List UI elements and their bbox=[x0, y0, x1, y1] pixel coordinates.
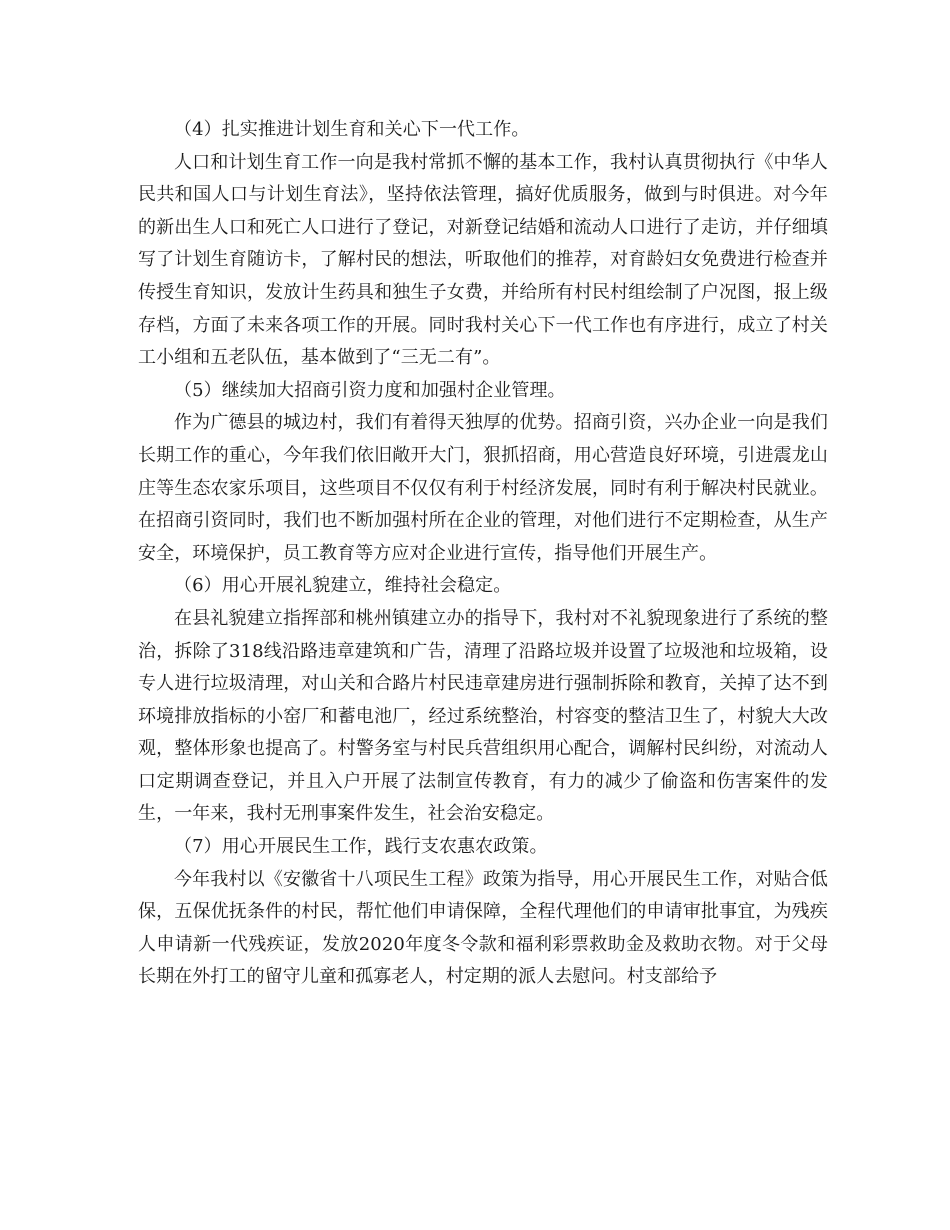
section-6-paragraph: 在县礼貌建立指挥部和桃州镇建立办的指导下，我村对不礼貌现象进行了系统的整治，拆除了318线沿路违章建筑和广告，清理了沿路垃圾并设置了垃圾池和垃圾箱，设专人进行垃圾清理，对山关和合路片村民违章建房进行强制拆除和教育，关掉了达不到环境排放指标的小窑厂和蓄电池厂，经过系统整治，村容变的整洁卫生了，村貌大大改观，整体形象也提高了。村警务室与村民兵营组织用心配合，调解村民纠纷，对流动人口定期调查登记，并且入户开展了法制宣传教育，有力的减少了偷盗和伤害案件的发生，一年来，我村无刑事案件发生，社会治安稳定。 bbox=[138, 607, 828, 825]
section-6-heading: （6）用心开展礼貌建立，维持社会稳定。 bbox=[174, 575, 512, 597]
section-5-heading: （5）继续加大招商引资力度和加强村企业管理。 bbox=[174, 379, 566, 401]
section-4-paragraph: 人口和计划生育工作一向是我村常抓不懈的基本工作，我村认真贯彻执行《中华人民共和国人口与计划生育法》，坚持依法管理，搞好优质服务，做到与时俱进。对今年的新出生人口和死亡人口进行了登记，对新登记结婚和流动人口进行了走访，并仔细填写了计划生育随访卡，了解村民的想法，听取他们的推荐，对育龄妇女免费进行检查并传授生育知识，发放计生药具和独生子女费，并给所有村民村组绘制了户况图，报上级存档，方面了未来各项工作的开展。同时我村关心下一代工作也有序进行，成立了村关工小组和五老队伍，基本做到了“三无二有”。 bbox=[138, 151, 828, 369]
section-7-heading: （7）用心开展民生工作，践行支农惠农政策。 bbox=[174, 836, 548, 858]
section-5-paragraph: 作为广德县的城边村，我们有着得天独厚的优势。招商引资，兴办企业一向是我们长期工作的重心，今年我们依旧敞开大门，狠抓招商，用心营造良好环境，引进震龙山庄等生态农家乐项目，这些项目不仅仅有利于村经济发展，同时有利于解决村民就业。在招商引资同时，我们也不断加强村所在企业的管理，对他们进行不定期检查，从生产安全，环境保护，员工教育等方应对企业进行宣传，指导他们开展生产。 bbox=[138, 412, 828, 564]
document-body bbox=[138, 114, 828, 994]
section-7-paragraph: 今年我村以《安徽省十八项民生工程》政策为指导，用心开展民生工作，对贴合低保，五保优抚条件的村民，帮忙他们申请保障，全程代理他们的申请审批事宜，为残疾人申请新一代残疾证，发放2020年度冬令款和福利彩票救助金及救助衣物。对于父母长期在外打工的留守儿童和孤寡老人，村定期的派人去慰问。村支部给予 bbox=[138, 868, 828, 988]
section-4-heading: （4）扎实推进计划生育和关心下一代工作。 bbox=[174, 119, 530, 140]
